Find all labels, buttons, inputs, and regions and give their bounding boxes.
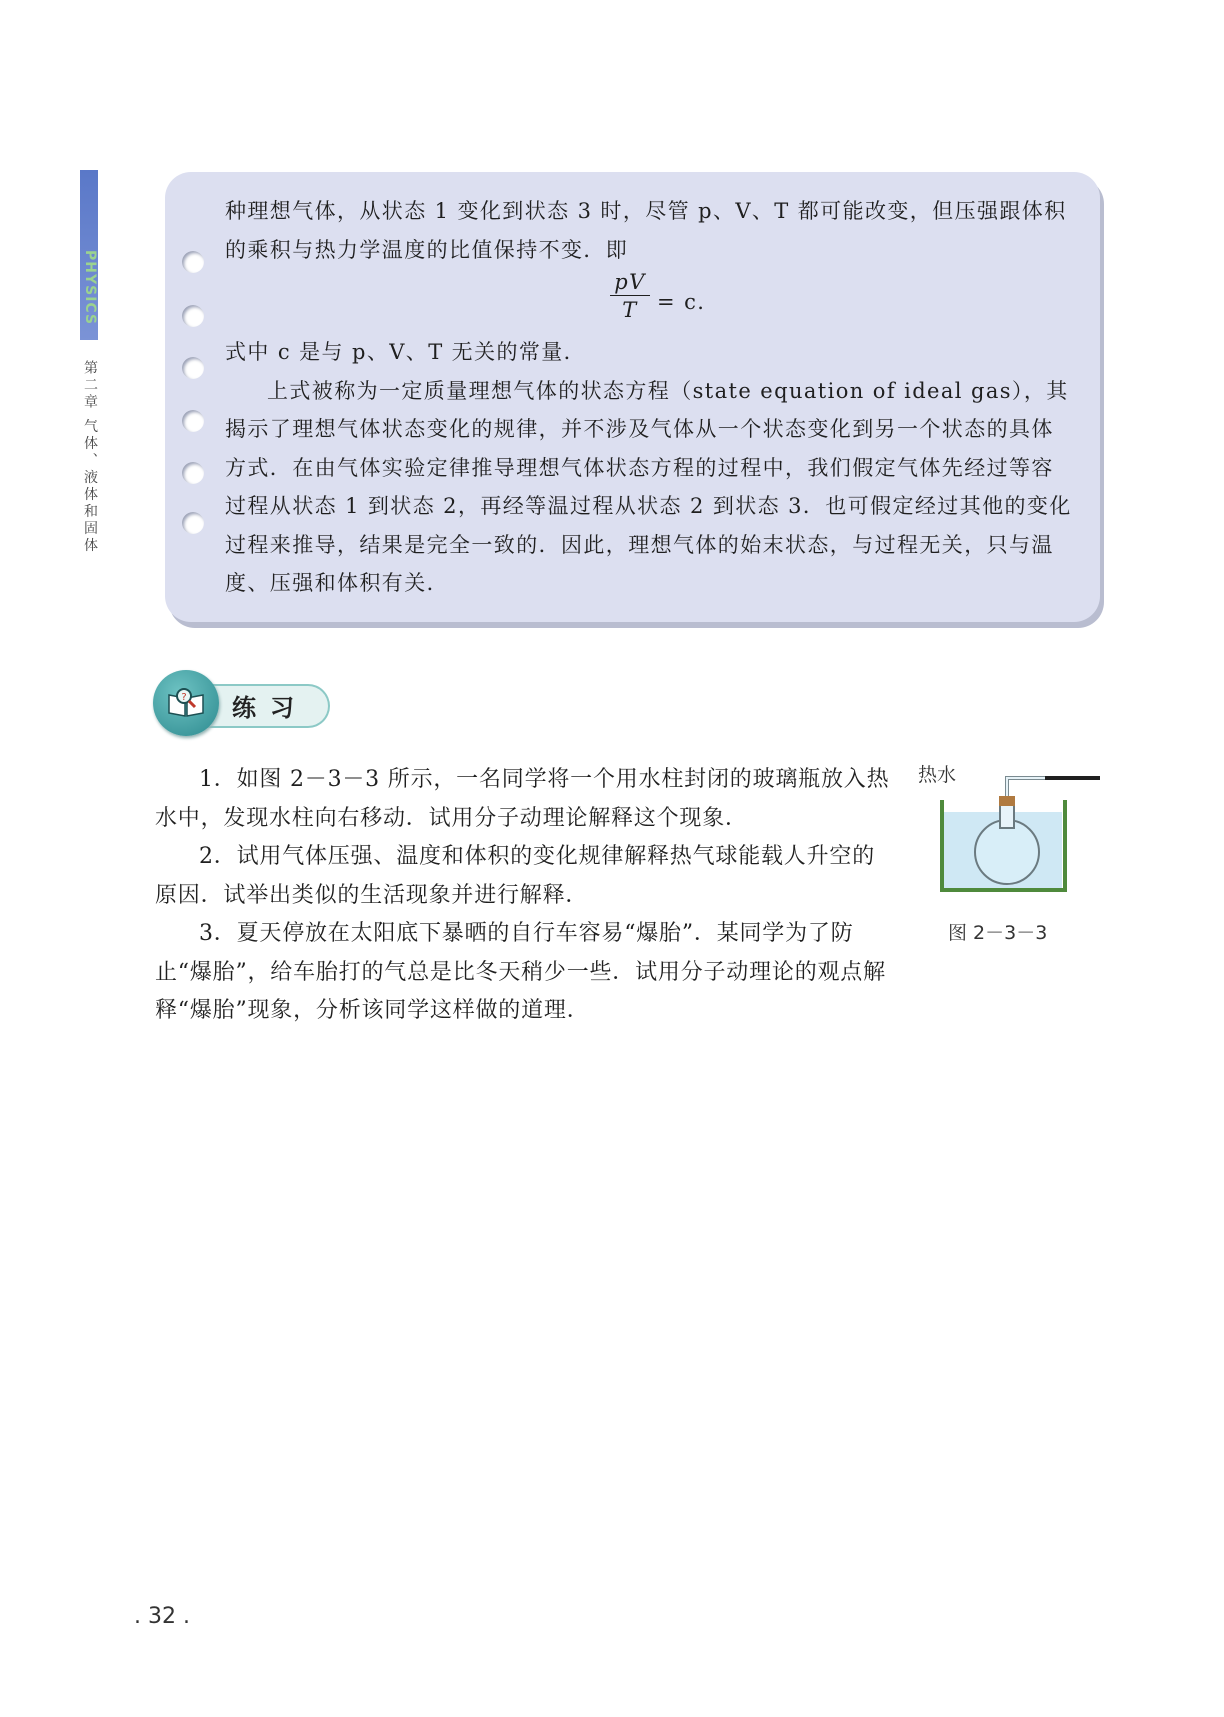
exercise-item: 3．夏天停放在太阳底下暴晒的自行车容易“爆胎”．某同学为了防止“爆胎”，给车胎打的气总是比冬天稍少一些．试用分子动理论的观点解释“爆胎”现象，分析该同学这样做的道理． — [155, 921, 886, 1023]
binder-ring — [182, 462, 204, 484]
note-paragraph: 上式被称为一定质量理想气体的状态方程（state equation of ideal gas），其揭示了理想气体状态变化的规律，并不涉及气体从一个状态变化到另一个状态的具体方式．在由气体实验定律推导理想气体状态方程的过程中，我们假定气体先经过等容过程从状态 1 到状态 2，再经等温过程从状态 2 到状态 3．也可假定经过其他的变化过程来推导，结果是完全一致的．因此，理想气体的始末状态，与过程无关，只与温度、压强和体积有关． — [225, 378, 1072, 595]
fraction-numerator: pV — [610, 269, 650, 296]
note-paragraph: 式中 c 是与 p、V、T 无关的常量． — [225, 340, 587, 364]
svg-text:?: ? — [181, 692, 187, 703]
chapter-title: 第二章 气体、液体和固体 — [82, 360, 98, 555]
binder-ring — [182, 251, 204, 273]
binder-ring — [182, 357, 204, 379]
binder-ring — [182, 512, 204, 534]
state-equation-formula — [225, 269, 1075, 333]
formula-rest: = c. — [657, 290, 706, 314]
page-number: . 32 . — [134, 1604, 190, 1629]
book-magnifier-icon — [166, 686, 206, 718]
binder-ring — [182, 305, 204, 327]
fraction — [610, 269, 650, 324]
exercise-title: 练习 — [232, 694, 308, 722]
figure-label: 热水 — [918, 764, 957, 786]
exercise-item: 1．如图 2－3－3 所示，一名同学将一个用水柱封闭的玻璃瓶放入热水中，发现水柱向右移动．试用分子动理论解释这个现象． — [155, 767, 890, 831]
binder-ring — [182, 410, 204, 432]
exercise-item: 2．试用气体压强、温度和体积的变化规律解释热气球能载人升空的原因．试举出类似的生活现象并进行解释． — [155, 844, 875, 908]
subject-label: PHYSICS — [82, 250, 98, 326]
note-body — [225, 192, 1075, 603]
figure-caption: 图 2－3－3 — [948, 922, 1048, 944]
note-line: 种理想气体，从状态 1 变化到状态 3 时，尽管 p、V、T 都可能改变，但压强跟体积的乘积与热力学温度的比值保持不变．即 — [225, 199, 1067, 262]
exercise-list — [155, 761, 895, 1031]
fraction-denominator: T — [622, 298, 638, 322]
